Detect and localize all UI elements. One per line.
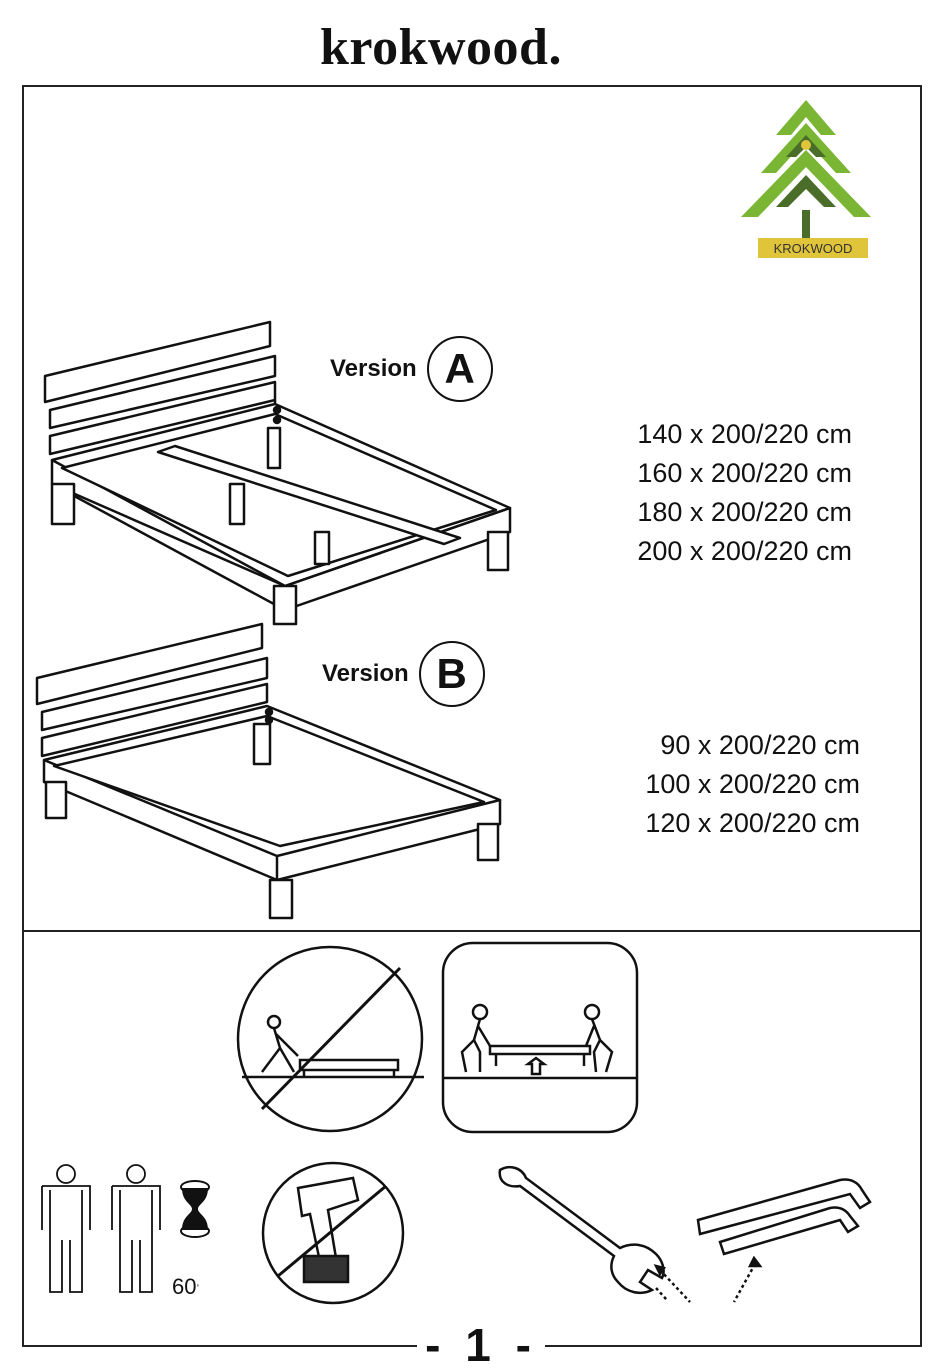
size-line: 160 x 200/220 cm [637, 458, 852, 488]
version-b-label: Version [322, 660, 409, 687]
size-line: 200 x 200/220 cm [637, 536, 852, 566]
tree-trunk-icon [802, 210, 810, 240]
allen-keys-icon [690, 1168, 880, 1258]
time-value: 60, [172, 1274, 200, 1299]
allen-arrow-icon [728, 1256, 764, 1306]
no-drill-icon [258, 1158, 408, 1308]
tree-leaves-icon [741, 100, 871, 217]
version-a-letter: A [427, 336, 493, 402]
two-persons-icon [36, 1160, 166, 1300]
size-line: 180 x 200/220 cm [637, 497, 852, 527]
size-line: 120 x 200/220 cm [645, 808, 860, 838]
krokwood-logo [736, 95, 876, 265]
size-line: 90 x 200/220 cm [660, 730, 860, 760]
logo-text: KROKWOOD [773, 241, 853, 256]
brand-title: krokwood. [320, 19, 562, 76]
hourglass-icon [178, 1180, 212, 1238]
wrench-arrow-icon [650, 1262, 696, 1306]
section-divider [22, 930, 922, 932]
page-number: - 1 - [0, 1318, 950, 1372]
version-a-label: Version [330, 355, 417, 382]
bed-version-a-icon [40, 318, 520, 628]
size-line: 140 x 200/220 cm [637, 419, 852, 449]
version-b-sizes [600, 726, 860, 843]
bed-version-b-icon [32, 620, 512, 925]
size-line: 100 x 200/220 cm [645, 769, 860, 799]
do-not-drag-icon [232, 944, 432, 1136]
two-person-lift-icon [440, 940, 640, 1135]
version-b-letter: B [419, 641, 485, 707]
version-a-sizes [600, 415, 852, 571]
